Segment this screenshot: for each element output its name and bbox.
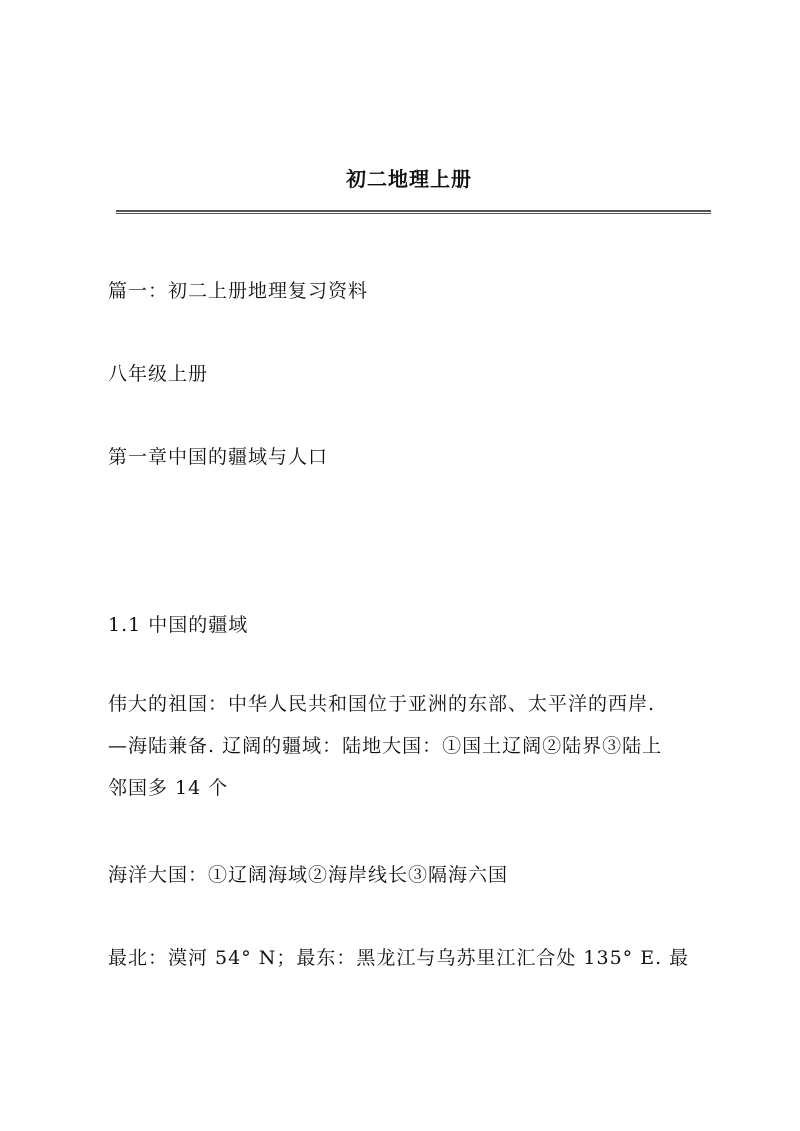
title-divider — [116, 210, 711, 214]
paragraph-line: 邻国多 14 个 — [108, 777, 229, 799]
section-heading: 1.1 中国的疆域 — [108, 614, 249, 636]
grade-heading: 八年级上册 — [108, 363, 209, 385]
extremes-paragraph: 最北：漠河 54° N；最东：黑龙江与乌苏里江汇合处 135° E. 最 — [108, 947, 690, 969]
part-heading: 篇一：初二上册地理复习资料 — [108, 280, 369, 302]
paragraph-line: —海陆兼备. 辽阔的疆域：陆地大国：①国土辽阔②陆界③陆上 — [108, 735, 663, 757]
document-title: 初二地理上册 — [346, 167, 472, 191]
chapter-heading: 第一章中国的疆域与人口 — [108, 446, 329, 468]
paragraph-line: 伟大的祖国：中华人民共和国位于亚洲的东部、太平洋的西岸. — [108, 693, 656, 715]
ocean-paragraph: 海洋大国：①辽阔海域②海岸线长③隔海六国 — [108, 864, 509, 886]
territory-paragraph — [108, 683, 713, 809]
